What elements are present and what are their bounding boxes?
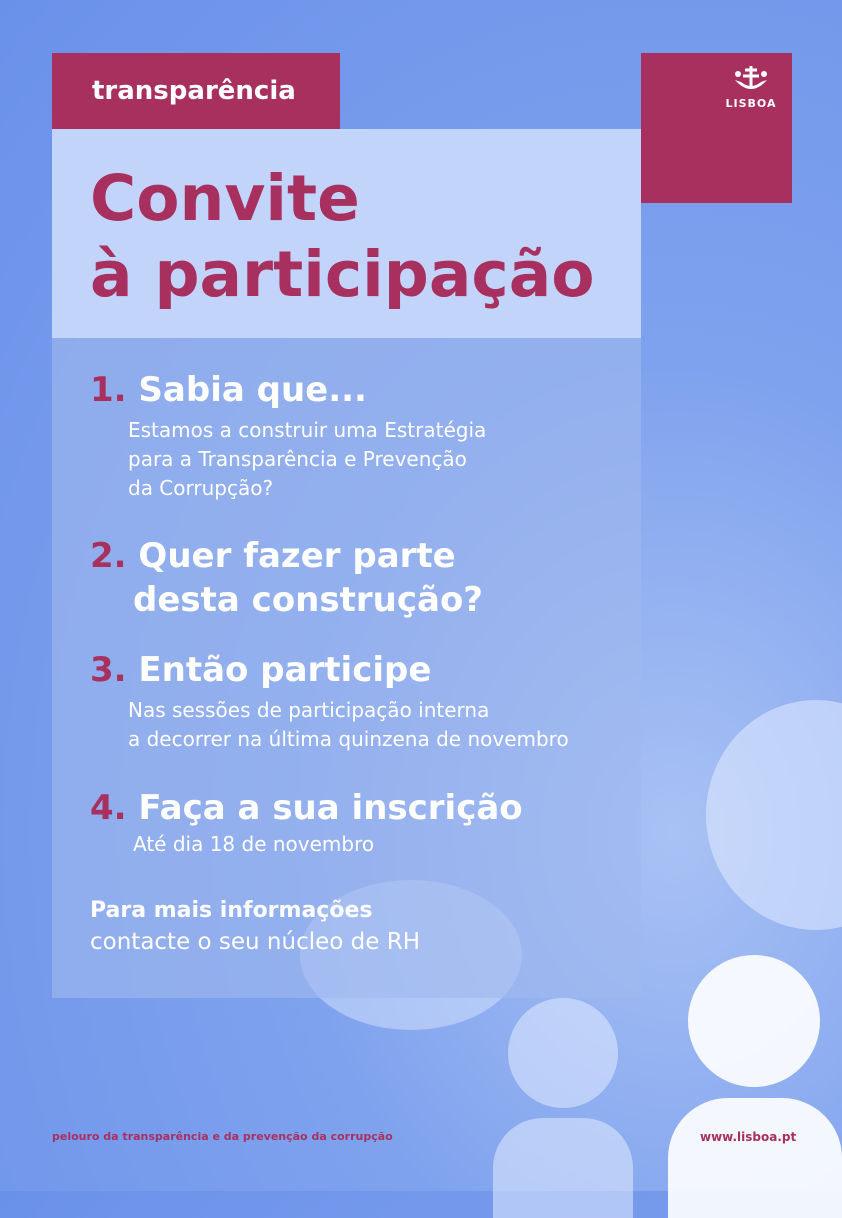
item-2-title-line-2: desta construção? [133, 580, 484, 620]
item-3-number: 3. [90, 650, 127, 690]
item-4-line-1: Até dia 18 de novembro [133, 832, 375, 856]
item-3-line-1: Nas sessões de participação interna [128, 698, 490, 722]
item-1-line-3: da Corrupção? [128, 476, 274, 500]
item-3-title: Então participe [138, 650, 432, 690]
title-line-1: Convite [90, 162, 360, 235]
footer-department: pelouro da transparência e da prevenção da corrupção [52, 1130, 393, 1143]
speech-bubble-right [706, 700, 842, 930]
item-1 [90, 368, 486, 503]
item-4-number: 4. [90, 788, 127, 828]
item-4-heading [90, 786, 523, 830]
item-1-title: Sabia que... [138, 370, 367, 410]
item-3-heading [90, 648, 569, 692]
ship-icon [731, 64, 771, 96]
item-2-title-line-1: Quer fazer parte [138, 536, 456, 576]
logo-text: LISBOA [725, 97, 777, 110]
footer-website-link[interactable]: www.lisboa.pt [700, 1130, 797, 1144]
more-info-title: Para mais informações [90, 898, 373, 923]
lisboa-logo [719, 64, 783, 120]
content-panel [52, 338, 641, 998]
item-4-title: Faça a sua inscrição [138, 788, 523, 828]
person-head-left [508, 998, 618, 1108]
person-head-right [688, 955, 820, 1087]
item-3-line-2: a decorrer na última quinzena de novembro [128, 727, 569, 751]
person-body-left [493, 1118, 633, 1218]
item-2-heading [90, 534, 483, 578]
item-1-number: 1. [90, 370, 127, 410]
title-panel [52, 129, 641, 338]
person-body-right [668, 1098, 842, 1218]
item-1-line-1: Estamos a construir uma Estratégia [128, 418, 487, 442]
category-tag: transparência [52, 53, 340, 129]
more-info-text: contacte o seu núcleo de RH [90, 929, 420, 955]
more-info [90, 896, 420, 958]
item-3 [90, 648, 569, 754]
item-2 [90, 534, 483, 622]
page-title [90, 161, 595, 313]
item-4 [90, 786, 523, 859]
item-1-heading [90, 368, 486, 412]
title-line-2: à participação [90, 238, 595, 311]
item-1-line-2: para a Transparência e Prevenção [128, 447, 467, 471]
item-2-number: 2. [90, 536, 127, 576]
